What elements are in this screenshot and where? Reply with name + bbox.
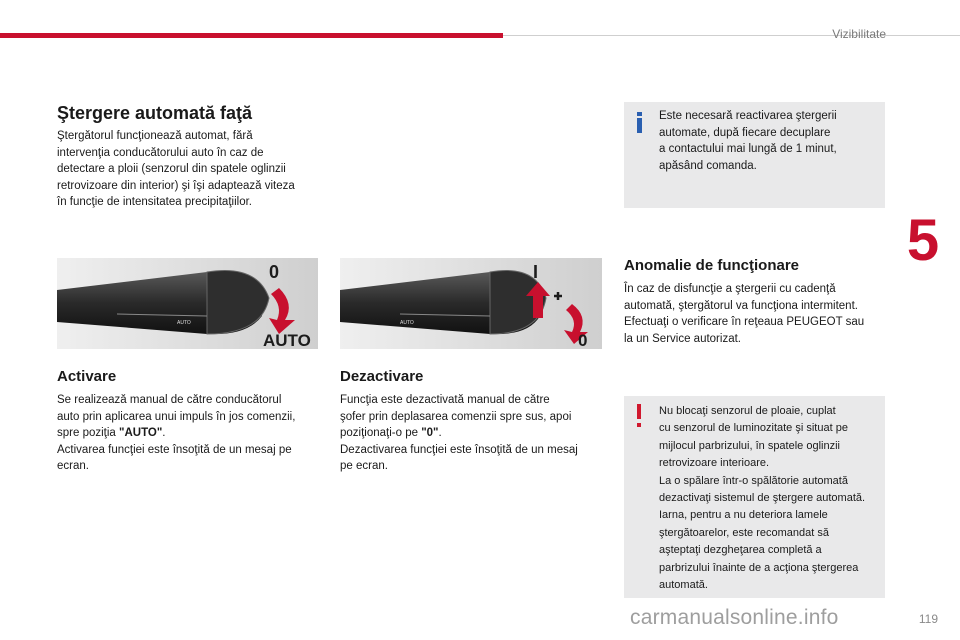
- position-mark-auto: AUTO: [263, 331, 311, 349]
- stalk-activate-illustration: [57, 258, 318, 349]
- header-accent-bar: [0, 33, 503, 38]
- anomalie-line: În caz de disfuncţie a ştergerii cu cadenţă: [624, 283, 836, 295]
- warning-line: La o spălare într-o spălătorie automată: [659, 474, 848, 487]
- anomalie-heading: Anomalie de funcţionare: [624, 257, 800, 274]
- warning-line: Nu blocaţi senzorul de ploaie, cuplat: [659, 405, 836, 417]
- intro-line: intervenţia conducătorului auto în caz de: [57, 146, 264, 159]
- activare-text: spre poziţia: [57, 427, 120, 439]
- intro-line: în funcţie de intensitatea precipitaţiilor.: [57, 196, 252, 208]
- dezactivare-text: .: [438, 427, 442, 439]
- dezactivare-line: Dezactivarea funcţiei este însoţită de un mesaj: [340, 443, 578, 456]
- activare-text: .: [162, 427, 166, 439]
- stalk-deactivate-illustration: [340, 258, 602, 349]
- dezactivare-line: [340, 425, 610, 442]
- info-text: [659, 108, 879, 174]
- dezactivare-line: şofer prin deplasarea comenzii spre sus, apoi: [340, 410, 572, 423]
- chapter-number: 5: [906, 208, 940, 273]
- info-line: Este necesară reactivarea ştergerii: [659, 110, 837, 122]
- dezactivare-line: Funcţia este dezactivată manual de către: [340, 394, 550, 406]
- stalk-activate-drawing: [57, 258, 318, 349]
- intro-paragraph: [57, 128, 327, 211]
- activare-auto-label: "AUTO": [119, 427, 163, 439]
- activare-line: Activarea funcţiei este însoţită de un mesaj pe: [57, 443, 292, 456]
- activare-line: Se realizează manual de către conducătorul: [57, 394, 282, 406]
- svg-text:AUTO: AUTO: [400, 320, 414, 326]
- activare-line: ecran.: [57, 460, 89, 472]
- warning-line: automată.: [659, 579, 708, 592]
- warning-text: [659, 403, 883, 594]
- dezactivare-text: poziţionaţi-o pe: [340, 427, 422, 439]
- warning-line: parbrizului înainte de a acţiona ştergerea: [659, 561, 859, 574]
- anomalie-line: automată, ştergătorul va funcţiona intermitent.: [624, 299, 858, 312]
- dezactivare-line: pe ecran.: [340, 460, 388, 472]
- activare-paragraph: [57, 392, 327, 475]
- info-icon: [636, 112, 644, 134]
- intro-line: retrovizoare din interior) şi îşi adaptează viteza: [57, 179, 295, 192]
- dezactivare-zero-label: "0": [421, 427, 439, 439]
- intro-line: Ştergătorul funcţionează automat, fără: [57, 130, 253, 142]
- page-number: 119: [918, 612, 938, 626]
- position-mark-i: I: [533, 262, 539, 282]
- dezactivare-heading: Dezactivare: [340, 368, 424, 385]
- header-rule: [503, 35, 960, 36]
- page-title: Ştergere automată faţă: [57, 103, 253, 123]
- info-line: automate, după fiecare decuplare: [659, 126, 831, 139]
- info-line: apăsând comanda.: [659, 159, 757, 172]
- anomalie-line: la un Service autorizat.: [624, 332, 741, 345]
- warning-line: mijlocul parbrizului, în spatele oglinzii: [659, 439, 840, 452]
- position-mark-0: 0: [578, 331, 588, 349]
- info-line: a contactului mai lungă de 1 minut,: [659, 143, 837, 155]
- warning-line: retrovizoare interioare.: [659, 457, 770, 470]
- svg-text:AUTO: AUTO: [177, 320, 191, 326]
- activare-line: auto prin aplicarea unui impuls în jos comenzii,: [57, 410, 296, 423]
- position-mark-0: 0: [269, 262, 280, 282]
- warning-line: aşteptaţi dezgheţarea completă a: [659, 544, 822, 557]
- warning-line: ştergătoarelor, este recomandat să: [659, 526, 829, 539]
- warning-line: dezactivaţi sistemul de ştergere automată.: [659, 492, 866, 505]
- watermark: carmanualsonline.info: [630, 606, 839, 629]
- warning-icon: [634, 404, 644, 430]
- stalk-deactivate-drawing: [340, 258, 602, 349]
- dezactivare-paragraph: [340, 392, 610, 475]
- warning-line: Iarna, pentru a nu deteriora lamele: [659, 509, 828, 522]
- section-title: Vizibilitate: [832, 27, 886, 41]
- anomalie-line: Efectuaţi o verificare în reţeaua PEUGEOT sau: [624, 316, 865, 328]
- warning-line: cu senzorul de luminozitate şi situat pe: [659, 422, 848, 435]
- activare-line: [57, 425, 327, 442]
- activare-heading: Activare: [57, 368, 117, 385]
- anomalie-paragraph: [624, 281, 894, 347]
- intro-line: detectare a ploii (senzorul din spatele oglinzii: [57, 163, 286, 175]
